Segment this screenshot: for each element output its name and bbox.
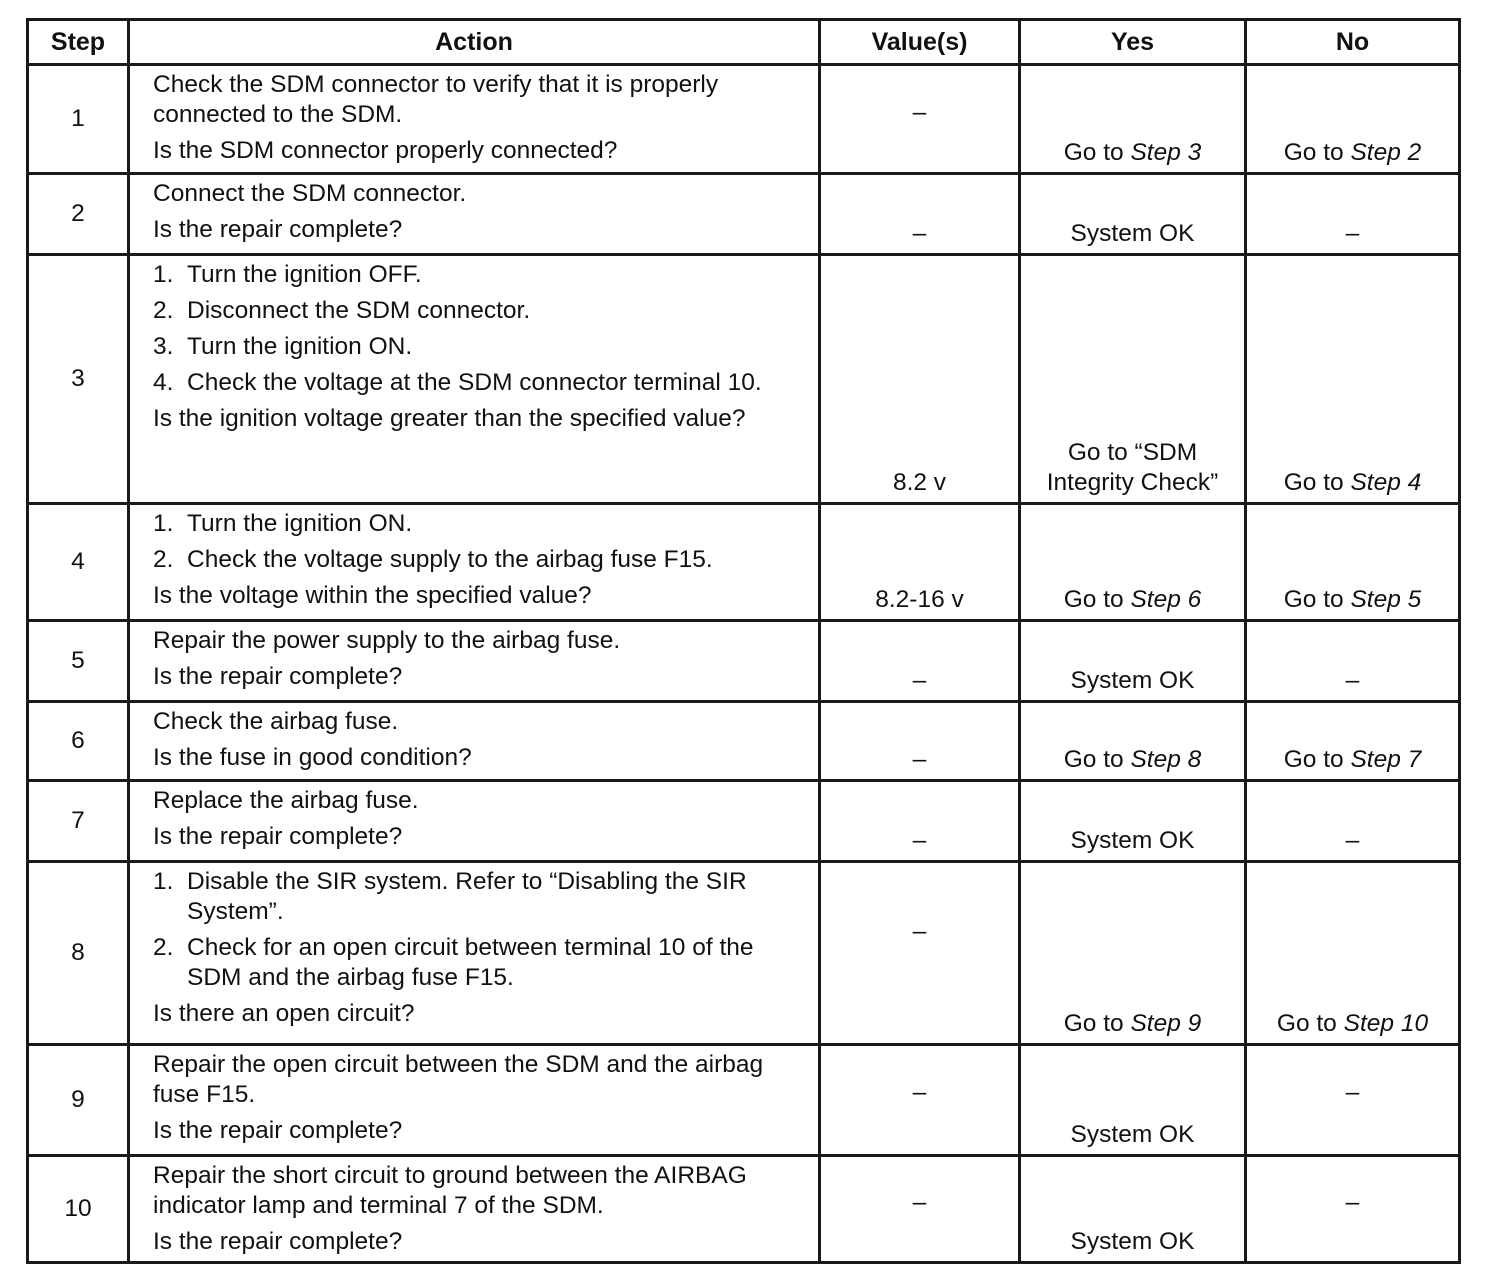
no-cell-text bbox=[1247, 1009, 1458, 1039]
no-cell-label: – bbox=[1345, 827, 1360, 854]
yes-cell-text bbox=[1021, 138, 1244, 168]
no-cell-text bbox=[1247, 138, 1458, 168]
value-cell-text: – bbox=[912, 918, 927, 945]
no-cell-label: – bbox=[1345, 667, 1360, 694]
step-number: 3 bbox=[28, 255, 129, 504]
header-row bbox=[28, 20, 1460, 65]
value-cell-text: – bbox=[912, 220, 927, 247]
value-cell-text: – bbox=[912, 667, 927, 694]
table-body bbox=[28, 65, 1460, 1263]
substep-text: Turn the ignition ON. bbox=[187, 510, 413, 537]
value-cell-text: – bbox=[912, 99, 927, 126]
substep-number: 1. bbox=[153, 510, 174, 537]
header-action: Action bbox=[129, 20, 820, 65]
no-cell bbox=[1246, 862, 1460, 1045]
step-number: 1 bbox=[28, 65, 129, 174]
no-cell-step-ref: Step 10 bbox=[1343, 1010, 1429, 1037]
substep-number: 2. bbox=[153, 546, 174, 573]
action-text: Repair the short circuit to ground between the AIRBAG indicator lamp and terminal 7 of the SDM. bbox=[153, 1162, 747, 1219]
value-cell-text: 8.2 v bbox=[892, 469, 947, 496]
value-cell bbox=[820, 621, 1020, 702]
diagnostic-table bbox=[26, 18, 1461, 1264]
action-cell bbox=[129, 504, 820, 621]
action-text: Connect the SDM connector. bbox=[153, 180, 467, 207]
step-number: 4 bbox=[28, 504, 129, 621]
table-row bbox=[28, 781, 1460, 862]
yes-cell-text bbox=[1021, 438, 1244, 498]
no-cell-label: Go to bbox=[1283, 139, 1351, 166]
yes-cell-label: System OK bbox=[1070, 667, 1195, 694]
yes-cell-text bbox=[1021, 219, 1244, 249]
yes-cell-text bbox=[1021, 1120, 1244, 1150]
yes-cell-text bbox=[1021, 745, 1244, 775]
action-text: Repair the open circuit between the SDM and the airbag fuse F15. bbox=[153, 1051, 764, 1108]
yes-cell-label: Go to bbox=[1063, 586, 1131, 613]
action-text: Replace the airbag fuse. bbox=[153, 787, 419, 814]
value-cell-text: 8.2-16 v bbox=[875, 586, 964, 613]
no-cell bbox=[1246, 1156, 1460, 1263]
no-cell bbox=[1246, 65, 1460, 174]
substep-text: Check the voltage supply to the airbag fuse F15. bbox=[187, 546, 713, 573]
value-cell bbox=[820, 781, 1020, 862]
header-yes: Yes bbox=[1020, 20, 1246, 65]
substep-number: 4. bbox=[153, 369, 174, 396]
step-number: 9 bbox=[28, 1045, 129, 1156]
no-cell-step-ref: Step 7 bbox=[1350, 746, 1422, 773]
action-cell bbox=[129, 255, 820, 504]
table-row bbox=[28, 65, 1460, 174]
no-cell-label: Go to bbox=[1283, 469, 1351, 496]
value-cell bbox=[820, 504, 1020, 621]
yes-cell bbox=[1020, 702, 1246, 781]
no-cell bbox=[1246, 255, 1460, 504]
step-number: 8 bbox=[28, 862, 129, 1045]
yes-cell bbox=[1020, 1156, 1246, 1263]
step-number: 10 bbox=[28, 1156, 129, 1263]
table-row bbox=[28, 862, 1460, 1045]
substep-text: Turn the ignition OFF. bbox=[187, 261, 422, 288]
header-step: Step bbox=[28, 20, 129, 65]
yes-cell-label: System OK bbox=[1070, 827, 1195, 854]
action-text: Is the repair complete? bbox=[153, 663, 403, 690]
substep-number: 2. bbox=[153, 934, 174, 961]
action-substep bbox=[153, 867, 808, 927]
action-cell bbox=[129, 702, 820, 781]
table-row bbox=[28, 1156, 1460, 1263]
action-text: Is the repair complete? bbox=[153, 1117, 403, 1144]
table-row bbox=[28, 1045, 1460, 1156]
no-cell-text bbox=[1247, 219, 1458, 249]
yes-cell-text bbox=[1021, 1227, 1244, 1257]
yes-cell-label: System OK bbox=[1070, 220, 1195, 247]
action-text: Repair the power supply to the airbag fuse. bbox=[153, 627, 621, 654]
action-cell bbox=[129, 65, 820, 174]
no-cell-step-ref: Step 4 bbox=[1350, 469, 1422, 496]
yes-cell-text bbox=[1021, 1009, 1244, 1039]
no-cell-step-ref: Step 2 bbox=[1350, 139, 1422, 166]
substep-text: Check for an open circuit between terminal 10 of the SDM and the airbag fuse F15. bbox=[187, 934, 754, 991]
value-cell-text: – bbox=[912, 827, 927, 854]
yes-cell bbox=[1020, 65, 1246, 174]
action-cell bbox=[129, 621, 820, 702]
yes-cell-step-ref: Step 8 bbox=[1130, 746, 1202, 773]
action-text: Is there an open circuit? bbox=[153, 1000, 415, 1027]
no-cell bbox=[1246, 504, 1460, 621]
action-text: Is the ignition voltage greater than the specified value? bbox=[153, 405, 746, 432]
action-text: Check the SDM connector to verify that it is properly connected to the SDM. bbox=[153, 71, 719, 128]
value-cell-text: – bbox=[912, 1189, 927, 1216]
no-cell-label: – bbox=[1345, 220, 1360, 247]
substep-text: Disconnect the SDM connector. bbox=[187, 297, 531, 324]
substep-text: Turn the ignition ON. bbox=[187, 333, 413, 360]
value-cell bbox=[820, 702, 1020, 781]
yes-cell bbox=[1020, 781, 1246, 862]
yes-cell-step-ref: Step 6 bbox=[1130, 586, 1202, 613]
action-substep bbox=[153, 296, 808, 326]
yes-cell-step-ref: Step 9 bbox=[1130, 1010, 1202, 1037]
value-cell-text: – bbox=[912, 746, 927, 773]
action-substep bbox=[153, 545, 808, 575]
no-cell bbox=[1246, 1045, 1460, 1156]
yes-cell-label: System OK bbox=[1070, 1121, 1195, 1148]
action-cell bbox=[129, 862, 820, 1045]
yes-cell bbox=[1020, 1045, 1246, 1156]
action-cell bbox=[129, 781, 820, 862]
substep-number: 1. bbox=[153, 868, 174, 895]
action-substep bbox=[153, 368, 808, 398]
value-cell-text: – bbox=[912, 1079, 927, 1106]
substep-number: 2. bbox=[153, 297, 174, 324]
no-cell-label: Go to bbox=[1283, 746, 1351, 773]
no-cell-text bbox=[1247, 468, 1458, 498]
action-cell bbox=[129, 1045, 820, 1156]
no-cell bbox=[1246, 702, 1460, 781]
no-cell bbox=[1246, 781, 1460, 862]
step-number: 2 bbox=[28, 174, 129, 255]
action-substep bbox=[153, 332, 808, 362]
yes-cell-text bbox=[1021, 585, 1244, 615]
no-cell-text bbox=[1247, 826, 1458, 856]
no-cell-text bbox=[1247, 1078, 1458, 1108]
table-row bbox=[28, 504, 1460, 621]
substep-number: 1. bbox=[153, 261, 174, 288]
yes-cell-label: Go to bbox=[1063, 1010, 1131, 1037]
no-cell-label: – bbox=[1345, 1189, 1360, 1216]
substep-number: 3. bbox=[153, 333, 174, 360]
action-text: Is the SDM connector properly connected? bbox=[153, 137, 618, 164]
yes-cell bbox=[1020, 255, 1246, 504]
yes-cell-label: Go to “SDM Integrity Check” bbox=[1046, 439, 1219, 496]
value-cell bbox=[820, 1045, 1020, 1156]
no-cell-step-ref: Step 5 bbox=[1350, 586, 1422, 613]
yes-cell bbox=[1020, 621, 1246, 702]
yes-cell bbox=[1020, 174, 1246, 255]
table-row bbox=[28, 255, 1460, 504]
no-cell-text bbox=[1247, 745, 1458, 775]
step-number: 7 bbox=[28, 781, 129, 862]
yes-cell-text bbox=[1021, 826, 1244, 856]
yes-cell-label: Go to bbox=[1063, 139, 1131, 166]
yes-cell bbox=[1020, 862, 1246, 1045]
no-cell bbox=[1246, 174, 1460, 255]
table-row bbox=[28, 702, 1460, 781]
value-cell bbox=[820, 174, 1020, 255]
no-cell bbox=[1246, 621, 1460, 702]
no-cell-text bbox=[1247, 585, 1458, 615]
action-text: Is the repair complete? bbox=[153, 1228, 403, 1255]
table-row bbox=[28, 174, 1460, 255]
yes-cell-text bbox=[1021, 666, 1244, 696]
step-number: 5 bbox=[28, 621, 129, 702]
substep-text: Check the voltage at the SDM connector terminal 10. bbox=[187, 369, 762, 396]
header-values: Value(s) bbox=[820, 20, 1020, 65]
substep-text: Disable the SIR system. Refer to “Disabling the SIR System”. bbox=[187, 868, 747, 925]
table-row bbox=[28, 621, 1460, 702]
no-cell-label: Go to bbox=[1276, 1010, 1344, 1037]
action-cell bbox=[129, 174, 820, 255]
no-cell-text bbox=[1247, 1188, 1458, 1218]
action-substep bbox=[153, 260, 808, 290]
header-no: No bbox=[1246, 20, 1460, 65]
action-substep bbox=[153, 933, 808, 993]
yes-cell-label: System OK bbox=[1070, 1228, 1195, 1255]
value-cell bbox=[820, 65, 1020, 174]
no-cell-text bbox=[1247, 666, 1458, 696]
action-cell bbox=[129, 1156, 820, 1263]
yes-cell-step-ref: Step 3 bbox=[1130, 139, 1202, 166]
step-number: 6 bbox=[28, 702, 129, 781]
yes-cell bbox=[1020, 504, 1246, 621]
value-cell bbox=[820, 862, 1020, 1045]
action-substep bbox=[153, 509, 808, 539]
no-cell-label: – bbox=[1345, 1079, 1360, 1106]
action-text: Is the fuse in good condition? bbox=[153, 744, 472, 771]
action-text: Is the repair complete? bbox=[153, 216, 403, 243]
no-cell-label: Go to bbox=[1283, 586, 1351, 613]
yes-cell-label: Go to bbox=[1063, 746, 1131, 773]
value-cell bbox=[820, 1156, 1020, 1263]
action-text: Is the repair complete? bbox=[153, 823, 403, 850]
action-text: Is the voltage within the specified value? bbox=[153, 582, 592, 609]
action-text: Check the airbag fuse. bbox=[153, 708, 399, 735]
value-cell bbox=[820, 255, 1020, 504]
